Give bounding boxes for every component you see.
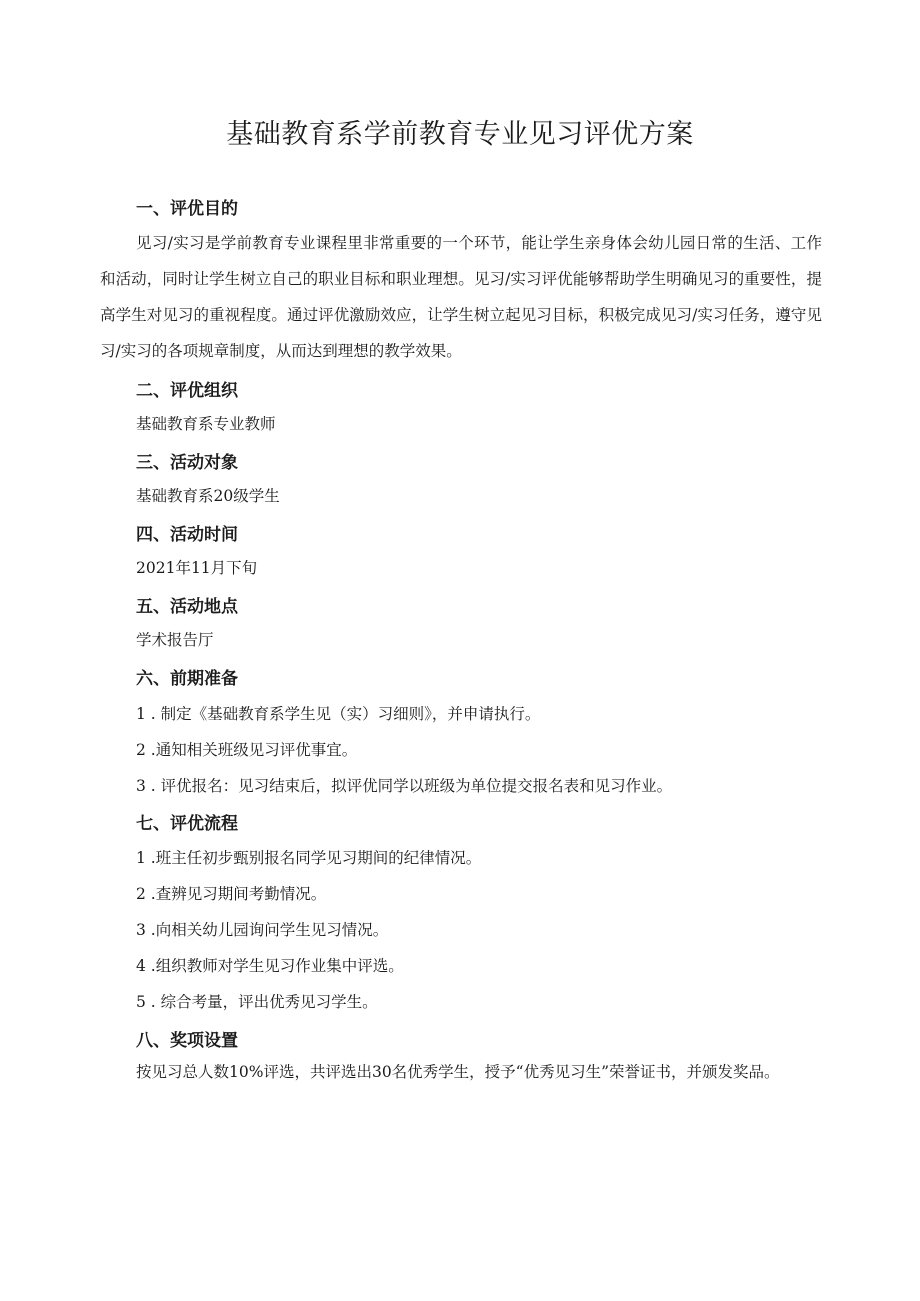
process-item: 3 .向相关幼儿园询问学生见习情况。 (136, 921, 389, 939)
organization-line: 基础教育系专业教师 (136, 415, 276, 433)
process-item: 4 .组织教师对学生见习作业集中评选。 (136, 957, 404, 975)
preparation-item: 3 . 评优报名：见习结束后，拟评优同学以班级为单位提交报名表和见习作业。 (136, 777, 673, 795)
document-title: 基础教育系学前教育专业见习评优方案 (226, 119, 694, 150)
preparation-item: 1 . 制定《基础教育系学生见（实）习细则》，并申请执行。 (136, 705, 541, 723)
section-heading-process: 七、评优流程 (136, 814, 238, 834)
time-line: 2021年11月下旬 (136, 559, 258, 577)
purpose-paragraph: 见习/实习是学前教育专业课程里非常重要的一个环节，能让学生亲身体会幼儿园日常的生活、工作和活动，同时让学生树立自己的职业目标和职业理想。见习/实习评优能够帮助学生明确见习的重要性，提高学生对见习的重视程度。通过评优激励效应，让学生树立起见习目标，积极完成见习/实习任务，遵守见习/实习的各项规章制度，从而达到理想的教学效果。 (100, 234, 822, 360)
section-heading-location: 五、活动地点 (136, 597, 238, 617)
target-line: 基础教育系20级学生 (136, 487, 280, 505)
process-item: 5 . 综合考量，评出优秀见习学生。 (136, 993, 378, 1011)
preparation-item: 2 .通知相关班级见习评优事宜。 (136, 741, 358, 759)
section-heading-awards: 八、奖项设置 (136, 1031, 238, 1051)
process-item: 1 .班主任初步甄别报名同学见习期间的纪律情况。 (136, 849, 482, 867)
section-heading-target: 三、活动对象 (136, 453, 238, 473)
award-paragraph: 按见习总人数10%评选，共评选出30名优秀学生，授予“优秀见习生”荣誉证书，并颁发奖品。 (136, 1063, 780, 1081)
section-heading-organization: 二、评优组织 (136, 381, 238, 401)
section-heading-time: 四、活动时间 (136, 525, 238, 545)
section-heading-preparation: 六、前期准备 (136, 669, 238, 689)
section-heading-purpose: 一、评优目的 (136, 199, 238, 219)
process-item: 2 .查辨见习期间考勤情况。 (136, 885, 327, 903)
location-line: 学术报告厅 (136, 631, 214, 649)
